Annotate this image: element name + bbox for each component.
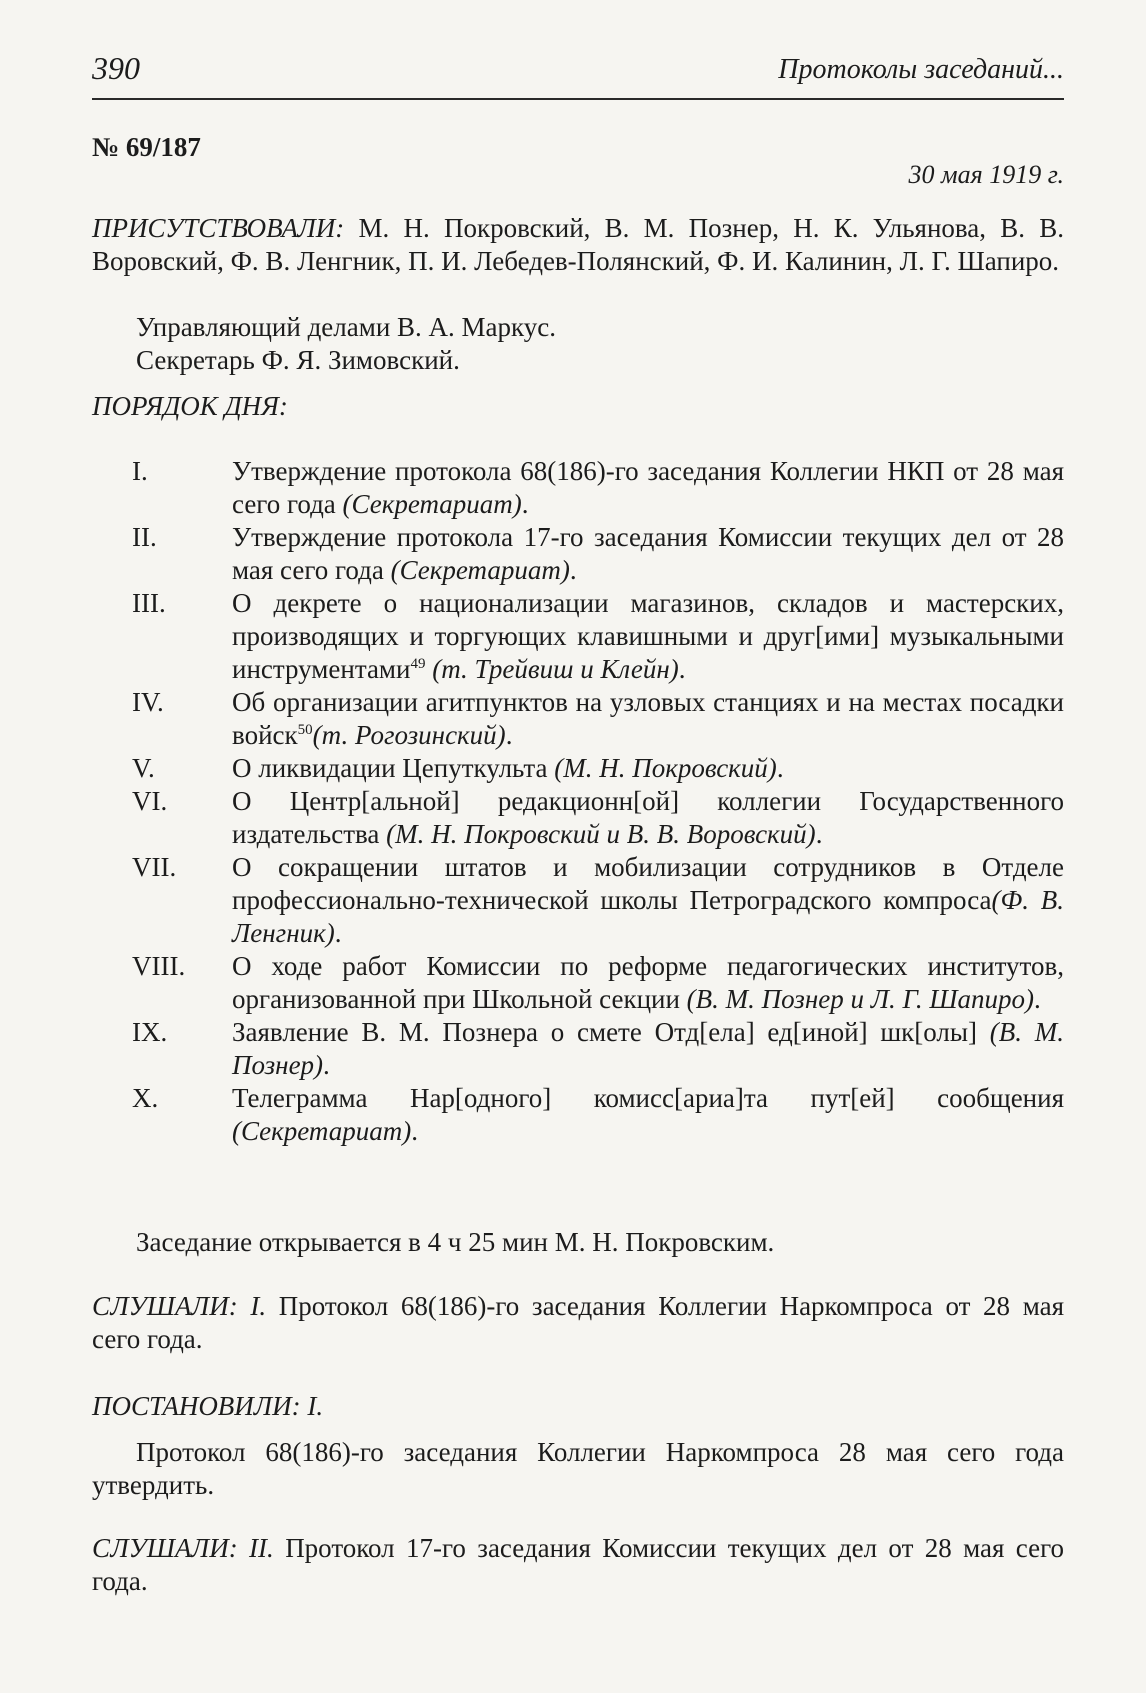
agenda-item: VII. О сокращении штатов и мобилизации сотрудников в Отделе профессионально-технической школы Петроградского компроса(Ф. В. Ленгник). [92, 851, 1064, 950]
secretary-line: Секретарь Ф. Я. Зимовский. [136, 345, 460, 375]
agenda-speaker: (т. Трейвиш и Клейн) [425, 654, 679, 684]
agenda-text: О сокращении штатов и мобилизации сотрудников в Отделе профессионально-технической школы Петроградского компроса [232, 852, 1064, 915]
agenda-number: IX. [132, 1017, 168, 1047]
agenda-text: Об организации агитпунктов на узловых станциях и на местах посадки войск [232, 687, 1064, 750]
agenda-number: VI. [132, 786, 168, 816]
agenda-item: V. О ликвидации Цепуткульта (М. Н. Покровский). [92, 752, 1064, 785]
opening-line: Заседание открывается в 4 ч 25 мин М. Н. Покровским. [136, 1227, 775, 1257]
agenda-text: О Центр[альной] редакционн[ой] коллегии Государственного издательства [232, 786, 1064, 849]
agenda-list [92, 455, 1064, 1148]
agenda-text: Телеграмма Нар[одного] комисс[ариа]та пут[ей] сообщения [232, 1083, 1064, 1113]
agenda-speaker: (Секретариат) [390, 555, 570, 585]
agenda-item: X. Телеграмма Нар[одного] комисс[ариа]та пут[ей] сообщения (Секретариат). [92, 1082, 1064, 1148]
agenda-item: IX. Заявление В. М. Познера о смете Отд[ела] ед[иной] шк[олы] (В. М. Познер). [92, 1016, 1064, 1082]
manager-line: Управляющий делами В. А. Маркус. [136, 312, 557, 342]
agenda-text: Утверждение протокола 17-го заседания Комиссии текущих дел от 28 мая сего года [232, 522, 1064, 585]
agenda-item: VIII. О ходе работ Комиссии по реформе педагогических институтов, организованной при Школьной секции (В. М. Познер и Л. Г. Шапиро). [92, 950, 1064, 1016]
present-list: М. Н. Покровский, В. М. Познер, Н. К. Ульянова, В. В. Воровский, Ф. В. Ленгник, П. И. Лебедев-Полянский, Ф. И. Калинин, Л. Г. Шапиро. [92, 213, 1065, 276]
heard-1-text: Протокол 68(186)-го заседания Коллегии Наркомпроса от 28 мая сего года. [92, 1291, 1065, 1354]
present-label: ПРИСУТСТВОВАЛИ: [92, 213, 345, 243]
agenda-number: VIII. [132, 951, 186, 981]
heard-1-paragraph [92, 1290, 1064, 1356]
agenda-speaker: (В. М. Познер) [232, 1017, 1065, 1080]
agenda-item: VI. О Центр[альной] редакционн[ой] коллегии Государственного издательства (М. Н. Покровский и В. В. Воровский). [92, 785, 1064, 851]
agenda-text: О ликвидации Цепуткульта [232, 753, 548, 783]
agenda-speaker: (М. Н. Покровский и В. В. Воровский) [386, 819, 816, 849]
agenda-number: I. [132, 456, 148, 486]
agenda-speaker: (Секретариат) [232, 1116, 412, 1146]
running-title: Протоколы заседаний... [778, 54, 1064, 85]
agenda-text: О ходе работ Комиссии по реформе педагогических институтов, организованной при Школьной секции [232, 951, 1064, 1014]
present-paragraph [92, 212, 1064, 278]
agenda-text: О декрете о национализации магазинов, складов и мастерских, производящих и торгующих клавишными и друг[ими] музыкальными инструментами [232, 588, 1064, 684]
agenda-number: II. [132, 522, 157, 552]
footnote-ref: 49 [410, 656, 426, 672]
footnote-ref: 50 [297, 722, 313, 738]
resolved-1-label: ПОСТАНОВИЛИ: I. [92, 1391, 324, 1421]
heard-2-paragraph [92, 1532, 1064, 1598]
agenda-number: V. [132, 753, 155, 783]
agenda-speaker: (В. М. Познер и Л. Г. Шапиро) [679, 984, 1034, 1014]
document-number: № 69/187 [92, 132, 201, 162]
page-number: 390 [92, 50, 140, 86]
document-date: 30 мая 1919 г. [908, 160, 1064, 189]
agenda-number: VII. [132, 852, 177, 882]
agenda-speaker: (М. Н. Покровский) [554, 753, 777, 783]
heard-1-label: СЛУШАЛИ: I. [92, 1291, 267, 1321]
agenda-number: III. [132, 588, 166, 618]
agenda-item: IV. Об организации агитпунктов на узловых станциях и на местах посадки войск$^{50}$(т. Рогозинский). [92, 686, 1064, 752]
agenda-text: Заявление В. М. Познера о смете Отд[ела] ед[иной] шк[олы] [232, 1017, 978, 1047]
agenda-speaker: (Ф. В. Ленгник) [232, 885, 1064, 948]
resolved-1-text: Протокол 68(186)-го заседания Коллегии Наркомпроса 28 мая сего года утвердить. [92, 1437, 1064, 1500]
agenda-number: IV. [132, 687, 164, 717]
agenda-text: Утверждение протокола 68(186)-го заседания Коллегии НКП от 28 мая сего года [232, 456, 1064, 519]
page-header [92, 46, 1064, 100]
agenda-number: X. [132, 1083, 159, 1113]
agenda-speaker: (Секретариат) [342, 489, 522, 519]
heard-2-text: Протокол 17-го заседания Комиссии текущих дел от 28 мая сего года. [92, 1533, 1064, 1596]
heard-2-label: СЛУШАЛИ: II. [92, 1533, 274, 1563]
agenda-speaker: (т. Рогозинский) [312, 720, 506, 750]
agenda-item: I. Утверждение протокола 68(186)-го заседания Коллегии НКП от 28 мая сего года (Секретариат). [92, 455, 1064, 521]
agenda-item: II. Утверждение протокола 17-го заседания Комиссии текущих дел от 28 мая сего года (Секретариат). [92, 521, 1064, 587]
agenda-item: III. О декрете о национализации магазинов, складов и мастерских, производящих и торгующих клавишными и друг[ими] музыкальными инструментами$^{49}$ (т. Трейвиш и Клейн). [92, 587, 1064, 686]
agenda-label: ПОРЯДОК ДНЯ: [92, 391, 288, 421]
